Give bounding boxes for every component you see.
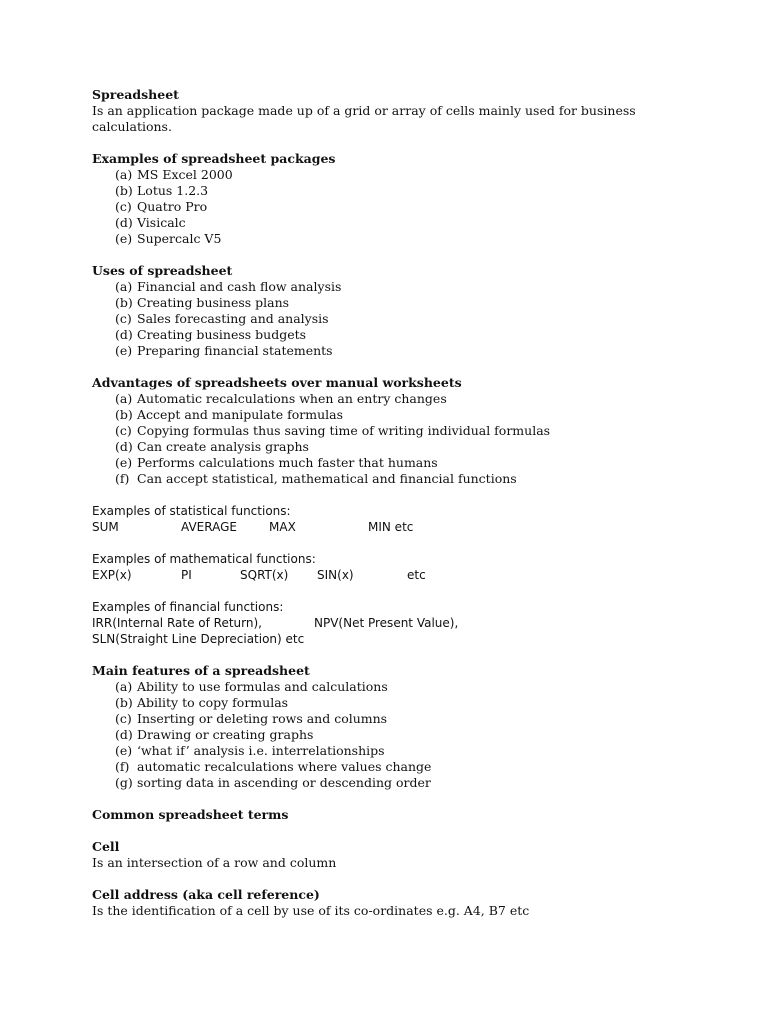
function-sqrt: SQRT(x) [240,568,289,582]
heading-common-terms: Common spreadsheet terms [92,807,289,822]
heading-cell-address: Cell address (aka cell reference) [92,887,320,902]
heading-uses: Uses of spreadsheet [92,263,233,278]
heading-examples-packages: Examples of spreadsheet packages [92,151,336,166]
list-item: (e) ‘what if’ analysis i.e. interrelationships [115,743,385,758]
function-sum: SUM [92,520,119,534]
list-item: (e) Supercalc V5 [115,231,222,246]
list-item: (f) Can accept statistical, mathematical and financial functions [115,471,517,486]
cell-address-definition: Is the identification of a cell by use of its co-ordinates e.g. A4, B7 etc [92,903,530,918]
function-min: MIN etc [368,520,414,534]
list-item: (c) Copying formulas thus saving time of writing individual formulas [115,423,551,438]
heading-advantages: Advantages of spreadsheets over manual worksheets [92,375,462,390]
function-max: MAX [269,520,296,534]
list-item: (d) Can create analysis graphs [115,439,309,454]
list-item: (d) Visicalc [115,215,186,230]
heading-cell: Cell [92,839,120,854]
list-item: (f) automatic recalculations where values change [115,759,432,774]
list-item: (c) Quatro Pro [115,199,208,214]
function-sin: SIN(x) [317,568,354,582]
list-item: (d) Drawing or creating graphs [115,727,314,742]
list-advantages [92,391,692,487]
list-packages [92,167,692,247]
list-item: (b) Creating business plans [115,295,290,310]
list-item: (b) Ability to copy formulas [115,695,289,710]
list-item: (b) Lotus 1.2.3 [115,183,209,198]
financial-functions-heading: Examples of financial functions: [92,600,284,614]
list-item: (c) Inserting or deleting rows and columns [115,711,388,726]
financial-functions-row [92,615,692,631]
mathematical-functions-row [92,567,692,583]
definition-line-1: Is an application package made up of a grid or array of cells mainly used for business [92,103,636,118]
list-item: (g) sorting data in ascending or descending order [115,775,431,790]
function-average: AVERAGE [181,520,237,534]
list-item: (a) Ability to use formulas and calculations [115,679,388,694]
statistical-functions-row [92,519,692,535]
statistical-functions-heading: Examples of statistical functions: [92,504,291,518]
list-item: (a) Automatic recalculations when an entry changes [115,391,447,406]
heading-spreadsheet: Spreadsheet [92,87,179,102]
function-etc: etc [407,568,426,582]
function-exp: EXP(x) [92,568,132,582]
definition-line-2: calculations. [92,119,172,134]
list-item: (d) Creating business budgets [115,327,307,342]
document-content [92,87,692,919]
mathematical-functions-heading: Examples of mathematical functions: [92,552,316,566]
function-sln: SLN(Straight Line Depreciation) etc [92,632,305,646]
cell-definition: Is an intersection of a row and column [92,855,337,870]
function-npv: NPV(Net Present Value), [314,616,459,630]
heading-main-features: Main features of a spreadsheet [92,663,310,678]
list-item: (a) MS Excel 2000 [115,167,233,182]
list-item: (c) Sales forecasting and analysis [115,311,329,326]
function-pi: PI [181,568,192,582]
list-features [92,679,692,791]
list-item: (a) Financial and cash flow analysis [115,279,342,294]
list-item: (e) Performs calculations much faster that humans [115,455,438,470]
list-item: (b) Accept and manipulate formulas [115,407,344,422]
function-irr: IRR(Internal Rate of Return), [92,616,262,630]
list-item: (e) Preparing financial statements [115,343,333,358]
list-uses [92,279,692,359]
